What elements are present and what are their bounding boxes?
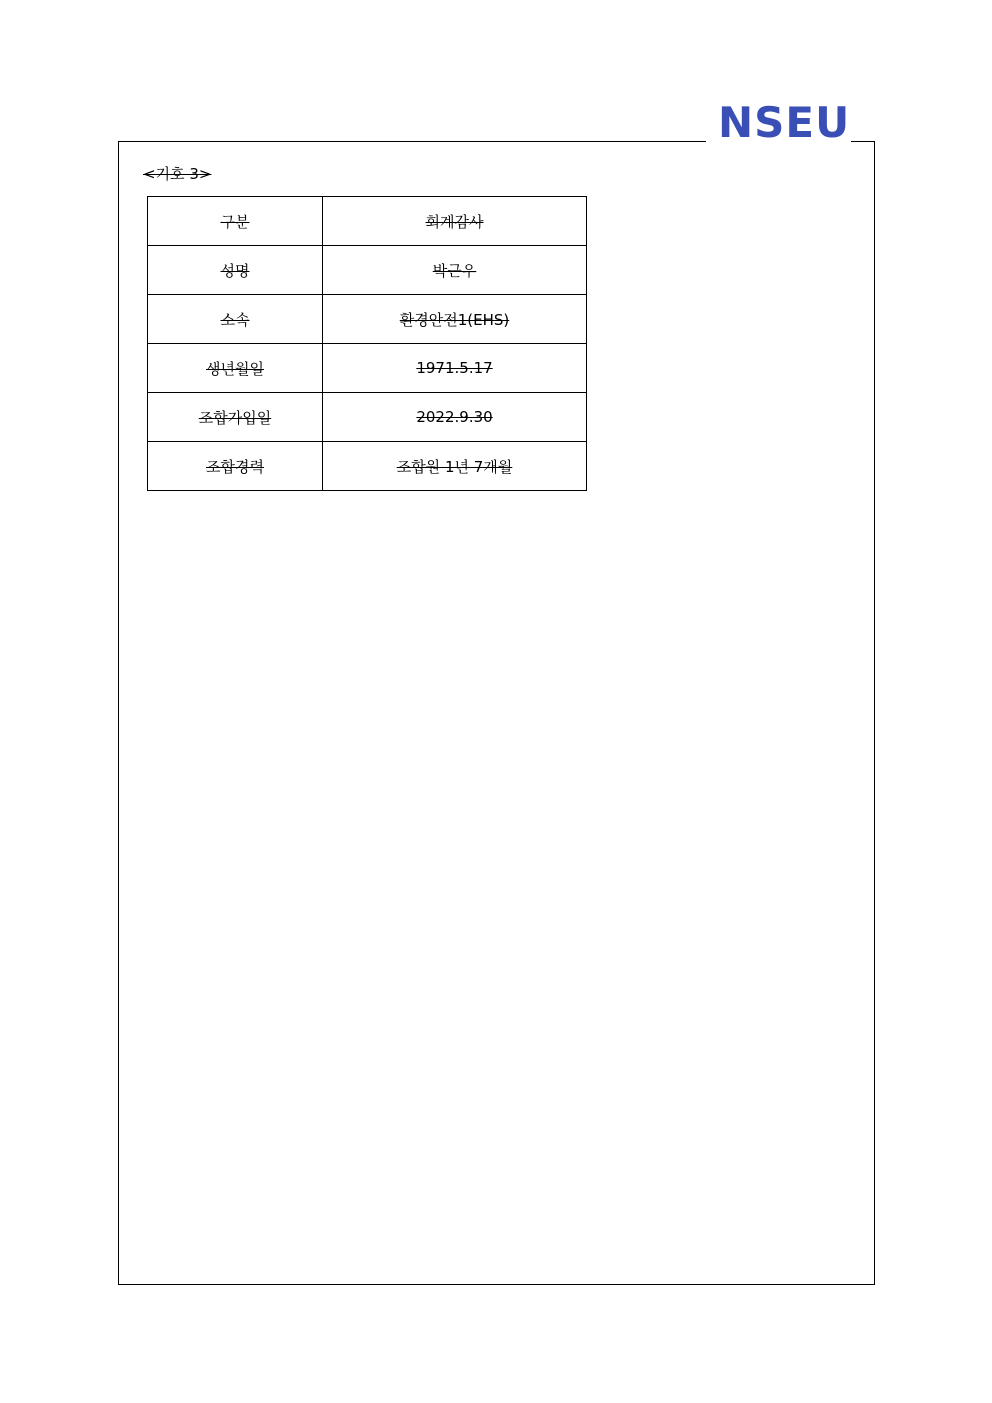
table-row bbox=[148, 295, 587, 344]
row-label: 조합가입일 bbox=[198, 408, 272, 427]
row-label: 조합경력 bbox=[206, 457, 264, 476]
row-value: 1971.5.17 bbox=[416, 359, 493, 377]
row-value: 환경안전1(EHS) bbox=[399, 310, 510, 329]
table-row bbox=[148, 197, 587, 246]
row-value: 회계감사 bbox=[425, 212, 484, 231]
table-row bbox=[148, 442, 587, 491]
candidate-caption: <기호 3> bbox=[143, 165, 212, 183]
row-value: 조합원 1년 7개월 bbox=[396, 457, 513, 476]
row-label: 소속 bbox=[220, 310, 250, 329]
frame-top-border-right bbox=[851, 141, 874, 142]
table-row bbox=[148, 393, 587, 442]
nseu-logo: NSEU bbox=[718, 98, 851, 147]
table-row bbox=[148, 344, 587, 393]
row-value: 2022.9.30 bbox=[416, 408, 493, 426]
candidate-info-table bbox=[147, 196, 587, 491]
row-label: 생년월일 bbox=[206, 359, 264, 378]
row-label: 구분 bbox=[220, 212, 250, 231]
frame-top-border-left bbox=[118, 141, 706, 142]
table-row bbox=[148, 246, 587, 295]
row-value: 박근우 bbox=[432, 261, 477, 280]
row-label: 성명 bbox=[220, 261, 250, 280]
